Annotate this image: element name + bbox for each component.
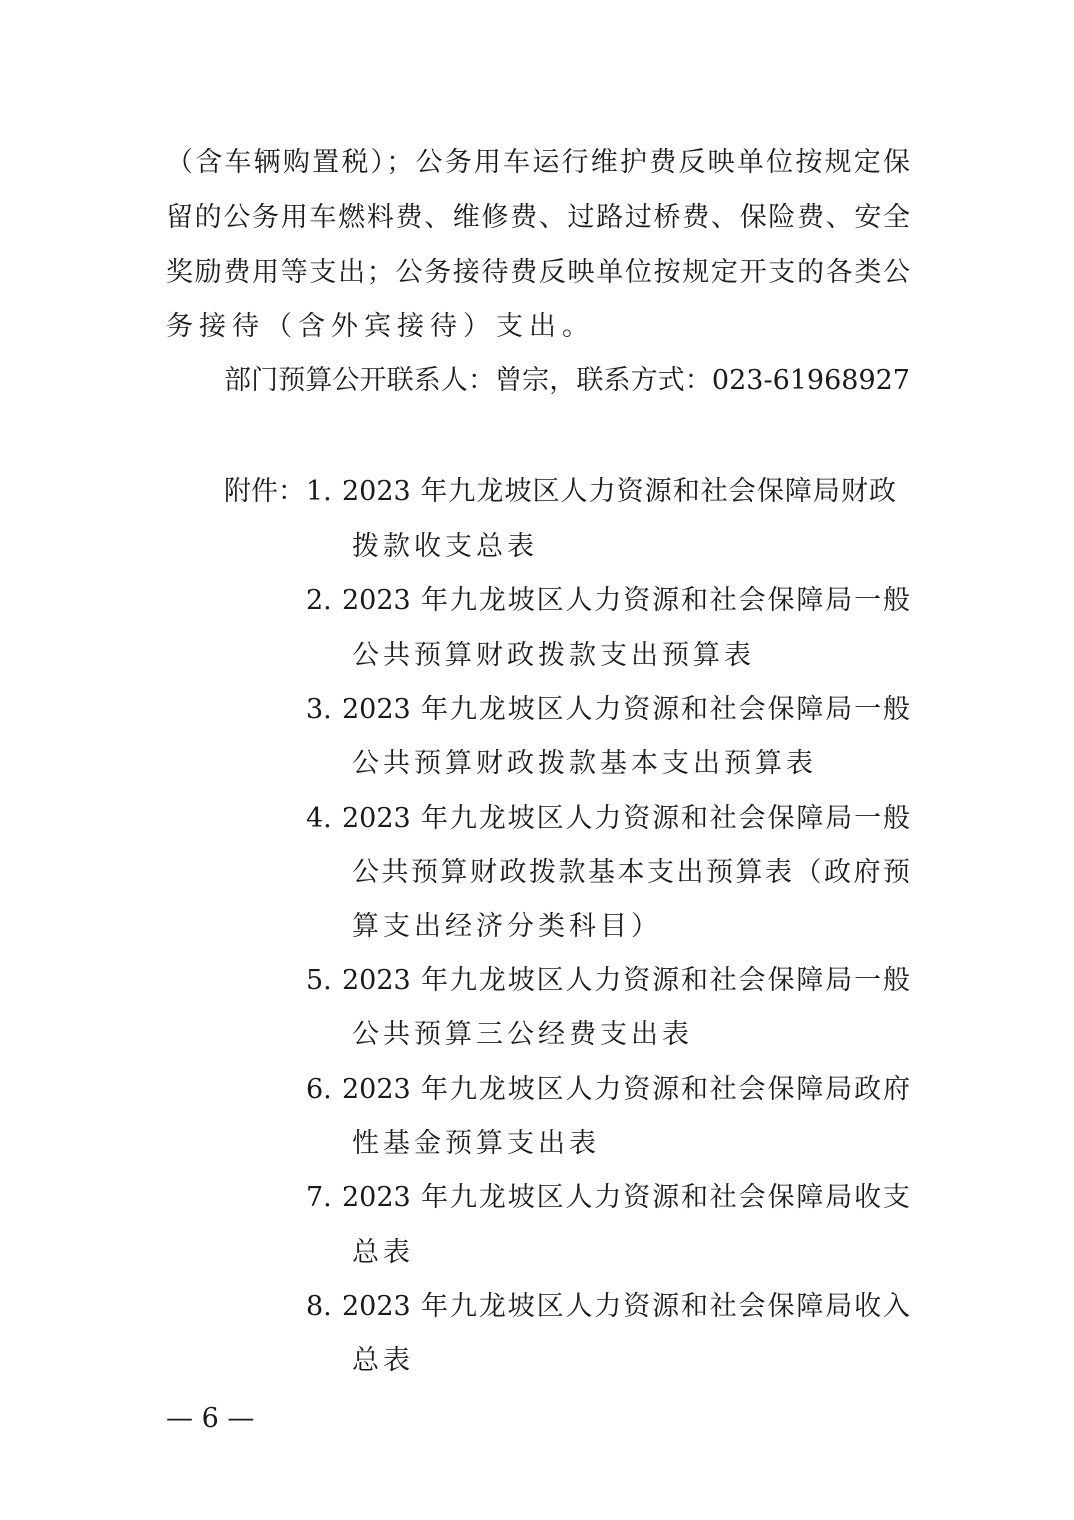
attachment-number: 1.: [306, 476, 332, 507]
attachment-title-line: 2023 年九龙坡区人力资源和社会保障局一般: [342, 965, 910, 996]
attachment-title-line: 2023 年九龙坡区人力资源和社会保障局一般: [342, 585, 910, 616]
attachment-title-line: 公共预算财政拨款支出预算表: [352, 640, 755, 671]
attachment-number: 8.: [306, 1291, 332, 1322]
contact-line: 部门预算公开联系人：曾宗，联系方式：023-61968927: [224, 365, 910, 396]
attachment-title-line: 公共预算三公经费支出表: [352, 1019, 693, 1050]
attachment-title-line: 2023 年九龙坡区人力资源和社会保障局财政: [342, 476, 896, 507]
attachment-title-line: 2023 年九龙坡区人力资源和社会保障局收入: [342, 1291, 910, 1322]
paragraph-line: 务接待（含外宾接待）支出。: [166, 311, 595, 342]
attachment-title-line: 公共预算财政拨款基本支出预算表（政府预: [352, 857, 910, 888]
attachment-title-line: 算支出经济分类科目）: [352, 911, 662, 942]
paragraph-line: 奖励费用等支出；公务接待费反映单位按规定开支的各类公: [166, 257, 910, 288]
attachment-title-line: 2023 年九龙坡区人力资源和社会保障局一般: [342, 694, 910, 725]
paragraph-line: 留的公务用车燃料费、维修费、过路过桥费、保险费、安全: [166, 202, 910, 233]
page-number: — 6 —: [166, 1403, 255, 1434]
attachment-title-line: 总表: [352, 1345, 414, 1376]
attachment-number: 3.: [306, 694, 332, 725]
attachment-title-line: 2023 年九龙坡区人力资源和社会保障局一般: [342, 803, 910, 834]
attachment-number: 2.: [306, 585, 332, 616]
attachment-title-line: 拨款收支总表: [352, 531, 538, 562]
attachment-number: 4.: [306, 803, 332, 834]
attachment-number: 6.: [306, 1074, 332, 1105]
attachment-number: 5.: [306, 965, 332, 996]
attachment-title-line: 性基金预算支出表: [352, 1128, 600, 1159]
attachment-title-line: 总表: [352, 1237, 414, 1268]
paragraph-line: （含车辆购置税）；公务用车运行维护费反映单位按规定保: [166, 147, 910, 178]
attachment-number: 7.: [306, 1182, 332, 1213]
attachment-title-line: 2023 年九龙坡区人力资源和社会保障局收支: [342, 1182, 910, 1213]
attachment-title-line: 公共预算财政拨款基本支出预算表: [352, 748, 817, 779]
attachment-title-line: 2023 年九龙坡区人力资源和社会保障局政府: [342, 1074, 910, 1105]
attachments-prefix: 附件：: [224, 476, 305, 507]
